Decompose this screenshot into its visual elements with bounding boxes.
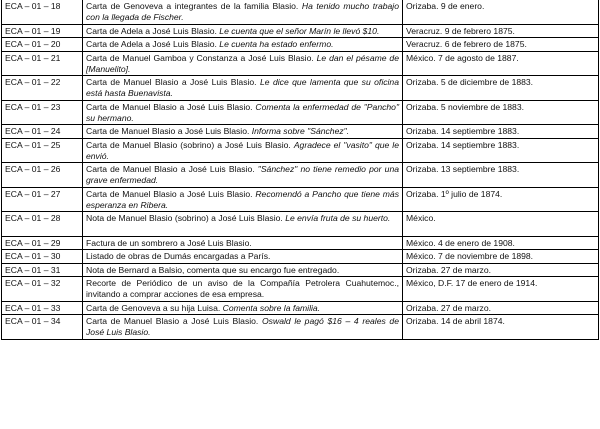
table-row xyxy=(2,315,599,340)
record-place-date: Orizaba. 13 septiembre 1883. xyxy=(403,163,599,188)
record-summary: Comenta la enfermedad de "Pancho" su hermano. xyxy=(86,101,400,123)
record-place-date: México. xyxy=(403,212,599,237)
record-description: Factura de un sombrero a José Luis Blasio. xyxy=(86,237,252,248)
table-row xyxy=(2,38,599,52)
record-place-date: Orizaba. 1º julio de 1874. xyxy=(403,187,599,212)
record-code: ECA – 01 – 27 xyxy=(2,187,83,212)
table-row xyxy=(2,212,599,237)
table-row xyxy=(2,125,599,139)
record-code: ECA – 01 – 34 xyxy=(2,315,83,340)
record-description-cell xyxy=(83,187,403,212)
table-row xyxy=(2,138,599,163)
record-place-date: Orizaba. 9 de enero. xyxy=(403,0,599,24)
record-description: Nota de Manuel Blasio (sobrino) a José Luis Blasio. xyxy=(86,213,286,223)
record-code: ECA – 01 – 30 xyxy=(2,250,83,264)
record-place-date: Orizaba. 5 de diciembre de 1883. xyxy=(403,76,599,101)
record-description-cell xyxy=(83,125,403,139)
record-place-date: Veracruz. 6 de febrero de 1875. xyxy=(403,38,599,52)
record-code: ECA – 01 – 21 xyxy=(2,51,83,76)
record-code: ECA – 01 – 24 xyxy=(2,125,83,139)
record-code: ECA – 01 – 26 xyxy=(2,163,83,188)
table-row xyxy=(2,76,599,101)
record-description-cell xyxy=(83,51,403,76)
record-place-date: Orizaba. 14 septiembre 1883. xyxy=(403,125,599,139)
record-code: ECA – 01 – 18 xyxy=(2,0,83,24)
record-description: Carta de Adela a José Luis Blasio. xyxy=(86,39,220,49)
record-description: Carta de Manuel Blasio a José Luis Blasio. xyxy=(86,316,262,326)
record-summary: Le envía fruta de su huerto. xyxy=(285,213,391,223)
record-description-cell xyxy=(83,24,403,38)
record-code: ECA – 01 – 31 xyxy=(2,263,83,277)
record-description: Carta de Manuel Gamboa y Constanza a José Luis Blasio. xyxy=(86,52,317,63)
record-summary: Le dice que lamenta que su oficina está hasta Buenavista. xyxy=(86,77,399,99)
record-description-cell xyxy=(83,100,403,125)
record-summary: Ha tenido mucho trabajo con la llegada de Fischer. xyxy=(86,1,399,23)
record-place-date: Orizaba. 14 de abril 1874. xyxy=(403,315,599,340)
table-row xyxy=(2,100,599,125)
record-summary: Oswald le pagó $16 – 4 reales de José Luis Blasio. xyxy=(86,316,399,338)
table-row xyxy=(2,250,599,264)
record-summary: Le dan el pésame de [Manuelito]. xyxy=(86,52,399,74)
record-description-cell xyxy=(83,263,403,277)
record-description: Nota de Bernard a Balsio, comenta que su encargo fue entregado. xyxy=(86,264,340,275)
record-description-cell xyxy=(83,250,403,264)
record-description: Carta de Genoveva a integrantes de la familia Blasio. xyxy=(86,1,302,11)
table-row xyxy=(2,51,599,76)
record-code: ECA – 01 – 29 xyxy=(2,236,83,250)
record-code: ECA – 01 – 23 xyxy=(2,100,83,125)
record-summary: Comenta sobre la familia. xyxy=(222,302,321,313)
record-summary: Le cuenta que el señor Marín le llevó $10. xyxy=(219,25,380,36)
record-summary: Recomendó a Pancho que tiene más esperanza en Ribera. xyxy=(86,188,399,210)
table-row xyxy=(2,301,599,315)
record-description-cell xyxy=(83,301,403,315)
record-code: ECA – 01 – 20 xyxy=(2,38,83,52)
record-description: Recorte de Periódico de un aviso de la Compañía Petrolera Cuahutemoc., invitando a comprar acciones de esa empresa. xyxy=(86,278,399,300)
record-description: Carta de Manuel Blasio a José Luis Blasio. xyxy=(86,188,256,199)
record-place-date: Orizaba. 27 de marzo. xyxy=(403,301,599,315)
record-description: Carta de Manuel Blasio (sobrino) a José Luis Blasio. xyxy=(86,139,294,150)
record-code: ECA – 01 – 25 xyxy=(2,138,83,163)
record-summary: Agradece el "vasito" que le envió. xyxy=(86,139,399,161)
record-place-date: Veracruz. 9 de febrero 1875. xyxy=(403,24,599,38)
catalog-table xyxy=(1,0,599,340)
record-place-date: México. 4 de enero de 1908. xyxy=(403,236,599,250)
record-description-cell xyxy=(83,315,403,340)
catalog-body xyxy=(2,0,599,339)
record-summary: Informa sobre "Sánchez". xyxy=(251,126,350,136)
record-place-date: México, D.F. 17 de enero de 1914. xyxy=(403,277,599,302)
record-description-cell xyxy=(83,212,403,237)
record-place-date: México. 7 de noviembre de 1898. xyxy=(403,250,599,264)
table-row xyxy=(2,0,599,24)
record-description-cell xyxy=(83,38,403,52)
record-code: ECA – 01 – 33 xyxy=(2,301,83,315)
record-description-cell xyxy=(83,76,403,101)
record-description: Carta de Genoveva a su hija Luisa. xyxy=(86,302,223,313)
record-code: ECA – 01 – 32 xyxy=(2,277,83,302)
record-place-date: Orizaba. 5 noviembre de 1883. xyxy=(403,100,599,125)
record-summary: "Sánchez" no tiene remedio por una grave enfermedad. xyxy=(86,164,399,186)
record-description: Carta de Adela a José Luis Blasio. xyxy=(86,25,220,36)
record-description: Carta de Manuel Blasio a José Luis Blasio. xyxy=(86,101,256,112)
table-row xyxy=(2,263,599,277)
table-row xyxy=(2,187,599,212)
record-description: Listado de obras de Dumás encargadas a París. xyxy=(86,251,271,261)
record-description-cell xyxy=(83,236,403,250)
record-summary: Le cuenta ha estado enfermo. xyxy=(219,39,334,49)
record-place-date: Orizaba. 14 septiembre 1883. xyxy=(403,138,599,163)
record-code: ECA – 01 – 28 xyxy=(2,212,83,237)
record-description-cell xyxy=(83,0,403,24)
record-description: Carta de Manuel Blasio a José Luis Blasio. xyxy=(86,126,252,136)
record-code: ECA – 01 – 22 xyxy=(2,76,83,101)
record-place-date: México. 7 de agosto de 1887. xyxy=(403,51,599,76)
record-description-cell xyxy=(83,277,403,302)
record-description-cell xyxy=(83,163,403,188)
table-row xyxy=(2,24,599,38)
record-description-cell xyxy=(83,138,403,163)
record-description: Carta de Manuel Blasio a José Luis Blasio. xyxy=(86,164,258,174)
record-place-date: Orizaba. 27 de marzo. xyxy=(403,263,599,277)
record-code: ECA – 01 – 19 xyxy=(2,24,83,38)
table-row xyxy=(2,277,599,302)
table-row xyxy=(2,236,599,250)
record-description: Carta de Manuel Blasio a José Luis Blasio. xyxy=(86,77,260,87)
table-row xyxy=(2,163,599,188)
